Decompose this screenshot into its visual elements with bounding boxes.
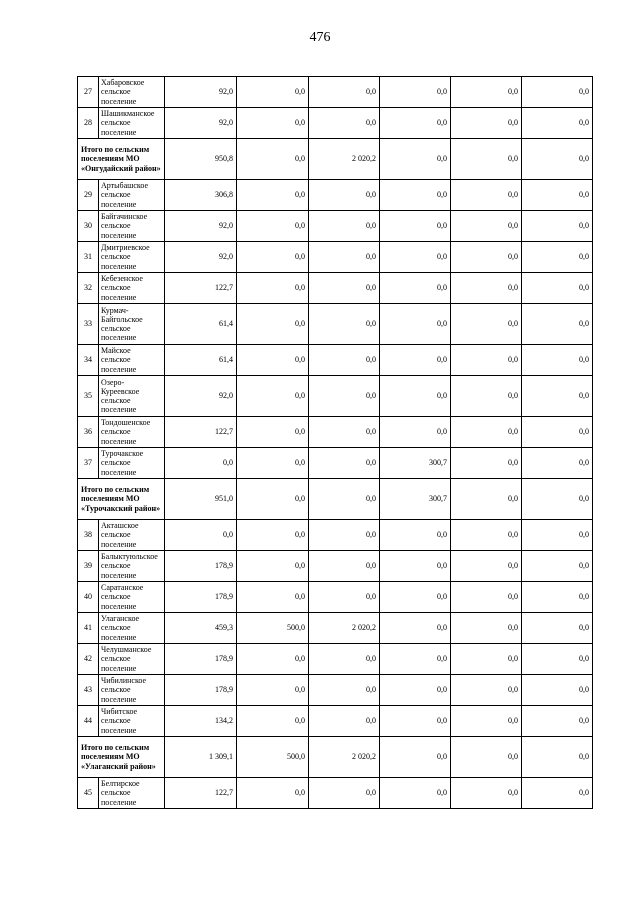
table-row	[78, 706, 593, 737]
value-cell: 0,0	[309, 273, 380, 304]
value-cell: 0,0	[380, 304, 451, 345]
value-cell: 0,0	[237, 139, 309, 180]
settlement-name: Улаганское сельское поселение	[99, 613, 165, 644]
value-cell: 2 020,2	[309, 613, 380, 644]
row-number: 42	[78, 644, 99, 675]
settlement-name: Белтирское сельское поселение	[99, 778, 165, 809]
value-cell: 500,0	[237, 737, 309, 778]
value-cell: 0,0	[451, 737, 522, 778]
value-cell: 0,0	[522, 211, 593, 242]
table-row	[78, 108, 593, 139]
row-number: 34	[78, 345, 99, 376]
value-cell: 92,0	[165, 242, 237, 273]
value-cell: 0,0	[380, 77, 451, 108]
row-number: 31	[78, 242, 99, 273]
value-cell: 0,0	[309, 345, 380, 376]
value-cell: 92,0	[165, 376, 237, 417]
value-cell: 0,0	[522, 180, 593, 211]
value-cell: 0,0	[451, 242, 522, 273]
row-number: 36	[78, 417, 99, 448]
subtotal-row	[78, 737, 593, 778]
settlement-name: Саратанское сельское поселение	[99, 582, 165, 613]
row-number: 38	[78, 520, 99, 551]
settlement-name: Байгачинское сельское поселение	[99, 211, 165, 242]
value-cell: 0,0	[451, 211, 522, 242]
value-cell: 500,0	[237, 613, 309, 644]
value-cell: 0,0	[309, 778, 380, 809]
row-number: 45	[78, 778, 99, 809]
value-cell: 0,0	[309, 520, 380, 551]
value-cell: 0,0	[522, 417, 593, 448]
value-cell: 0,0	[522, 479, 593, 520]
row-number: 32	[78, 273, 99, 304]
value-cell: 0,0	[309, 304, 380, 345]
value-cell: 178,9	[165, 582, 237, 613]
value-cell: 0,0	[237, 417, 309, 448]
value-cell: 0,0	[309, 675, 380, 706]
page-number: 476	[309, 30, 331, 45]
value-cell: 0,0	[522, 139, 593, 180]
subtotal-label: Итого по сельским поселениям МО «Улаганский район»	[78, 737, 165, 778]
value-cell: 0,0	[237, 706, 309, 737]
value-cell: 0,0	[522, 345, 593, 376]
value-cell: 0,0	[522, 304, 593, 345]
value-cell: 0,0	[380, 613, 451, 644]
value-cell: 2 020,2	[309, 737, 380, 778]
table-row	[78, 675, 593, 706]
value-cell: 0,0	[237, 644, 309, 675]
row-number: 37	[78, 448, 99, 479]
value-cell: 0,0	[451, 139, 522, 180]
settlement-name: Челушманское сельское поселение	[99, 644, 165, 675]
settlement-name: Чибилинское сельское поселение	[99, 675, 165, 706]
value-cell: 0,0	[309, 644, 380, 675]
value-cell: 0,0	[237, 108, 309, 139]
value-cell: 0,0	[522, 376, 593, 417]
value-cell: 0,0	[522, 551, 593, 582]
table-row	[78, 180, 593, 211]
value-cell: 0,0	[380, 108, 451, 139]
value-cell: 0,0	[309, 108, 380, 139]
settlement-name: Тондошенское сельское поселение	[99, 417, 165, 448]
table-row	[78, 376, 593, 417]
settlement-name: Хабаровское сельское поселение	[99, 77, 165, 108]
value-cell: 0,0	[522, 520, 593, 551]
table-row	[78, 211, 593, 242]
value-cell: 0,0	[237, 211, 309, 242]
row-number: 29	[78, 180, 99, 211]
value-cell: 0,0	[380, 551, 451, 582]
subtotal-row	[78, 139, 593, 180]
value-cell: 0,0	[451, 613, 522, 644]
table-row	[78, 778, 593, 809]
row-number: 44	[78, 706, 99, 737]
value-cell: 0,0	[237, 778, 309, 809]
value-cell: 92,0	[165, 211, 237, 242]
value-cell: 0,0	[237, 448, 309, 479]
value-cell: 0,0	[380, 273, 451, 304]
settlement-name: Артыбашское сельское поселение	[99, 180, 165, 211]
value-cell: 0,0	[451, 520, 522, 551]
value-cell: 0,0	[451, 304, 522, 345]
subtotal-row	[78, 479, 593, 520]
settlement-name: Балыктуюльское сельское поселение	[99, 551, 165, 582]
table-row	[78, 582, 593, 613]
value-cell: 0,0	[451, 180, 522, 211]
settlement-name: Акташское сельское поселение	[99, 520, 165, 551]
value-cell: 122,7	[165, 417, 237, 448]
settlement-name: Турочакское сельское поселение	[99, 448, 165, 479]
value-cell: 0,0	[309, 77, 380, 108]
value-cell: 122,7	[165, 778, 237, 809]
value-cell: 0,0	[451, 273, 522, 304]
value-cell: 0,0	[237, 273, 309, 304]
table-row	[78, 613, 593, 644]
row-number: 27	[78, 77, 99, 108]
value-cell: 0,0	[522, 77, 593, 108]
row-number: 43	[78, 675, 99, 706]
value-cell: 0,0	[522, 737, 593, 778]
row-number: 39	[78, 551, 99, 582]
value-cell: 0,0	[380, 706, 451, 737]
settlement-name: Кебезенское сельское поселение	[99, 273, 165, 304]
value-cell: 0,0	[522, 706, 593, 737]
value-cell: 0,0	[522, 242, 593, 273]
value-cell: 0,0	[309, 376, 380, 417]
value-cell: 0,0	[380, 376, 451, 417]
value-cell: 0,0	[451, 448, 522, 479]
value-cell: 134,2	[165, 706, 237, 737]
value-cell: 61,4	[165, 304, 237, 345]
table-row	[78, 644, 593, 675]
subtotal-label: Итого по сельским поселениям МО «Турочакский район»	[78, 479, 165, 520]
value-cell: 0,0	[237, 345, 309, 376]
value-cell: 0,0	[522, 273, 593, 304]
table-row	[78, 448, 593, 479]
table-row	[78, 417, 593, 448]
value-cell: 0,0	[237, 520, 309, 551]
value-cell: 2 020,2	[309, 139, 380, 180]
value-cell: 92,0	[165, 77, 237, 108]
value-cell: 0,0	[309, 211, 380, 242]
value-cell: 0,0	[309, 180, 380, 211]
value-cell: 306,8	[165, 180, 237, 211]
value-cell: 0,0	[380, 520, 451, 551]
value-cell: 0,0	[309, 479, 380, 520]
settlement-name: Чибитское сельское поселение	[99, 706, 165, 737]
table-row	[78, 551, 593, 582]
value-cell: 0,0	[237, 376, 309, 417]
value-cell: 0,0	[451, 479, 522, 520]
row-number: 40	[78, 582, 99, 613]
value-cell: 0,0	[380, 737, 451, 778]
value-cell: 61,4	[165, 345, 237, 376]
value-cell: 0,0	[237, 582, 309, 613]
row-number: 28	[78, 108, 99, 139]
table-row	[78, 242, 593, 273]
value-cell: 951,0	[165, 479, 237, 520]
value-cell: 0,0	[165, 448, 237, 479]
value-cell: 0,0	[309, 582, 380, 613]
table-row	[78, 77, 593, 108]
value-cell: 0,0	[380, 345, 451, 376]
value-cell: 0,0	[237, 304, 309, 345]
value-cell: 1 309,1	[165, 737, 237, 778]
value-cell: 0,0	[309, 417, 380, 448]
value-cell: 0,0	[522, 108, 593, 139]
subtotal-label: Итого по сельским поселениям МО «Онгудайский район»	[78, 139, 165, 180]
value-cell: 0,0	[451, 77, 522, 108]
value-cell: 0,0	[165, 520, 237, 551]
value-cell: 0,0	[522, 448, 593, 479]
settlement-name: Дмитриевское сельское поселение	[99, 242, 165, 273]
value-cell: 122,7	[165, 273, 237, 304]
value-cell: 0,0	[380, 778, 451, 809]
value-cell: 0,0	[380, 139, 451, 180]
budget-table	[77, 76, 593, 809]
value-cell: 0,0	[237, 479, 309, 520]
value-cell: 0,0	[237, 242, 309, 273]
value-cell: 0,0	[380, 675, 451, 706]
value-cell: 0,0	[309, 551, 380, 582]
value-cell: 0,0	[522, 613, 593, 644]
value-cell: 0,0	[451, 778, 522, 809]
value-cell: 0,0	[451, 582, 522, 613]
value-cell: 0,0	[309, 242, 380, 273]
table-body	[78, 77, 593, 809]
value-cell: 0,0	[380, 180, 451, 211]
value-cell: 0,0	[522, 644, 593, 675]
settlement-name: Майское сельское поселение	[99, 345, 165, 376]
value-cell: 950,8	[165, 139, 237, 180]
value-cell: 0,0	[451, 675, 522, 706]
row-number: 30	[78, 211, 99, 242]
settlement-name: Озеро-Куреевское сельское поселение	[99, 376, 165, 417]
value-cell: 0,0	[237, 180, 309, 211]
value-cell: 0,0	[237, 675, 309, 706]
value-cell: 0,0	[451, 644, 522, 675]
value-cell: 92,0	[165, 108, 237, 139]
table-row	[78, 304, 593, 345]
table-row	[78, 345, 593, 376]
value-cell: 0,0	[380, 417, 451, 448]
value-cell: 0,0	[451, 551, 522, 582]
value-cell: 0,0	[522, 675, 593, 706]
row-number: 35	[78, 376, 99, 417]
value-cell: 0,0	[380, 211, 451, 242]
settlement-name: Шашикманское сельское поселение	[99, 108, 165, 139]
value-cell: 0,0	[522, 778, 593, 809]
value-cell: 0,0	[451, 417, 522, 448]
value-cell: 459,3	[165, 613, 237, 644]
row-number: 41	[78, 613, 99, 644]
value-cell: 0,0	[451, 706, 522, 737]
value-cell: 0,0	[237, 551, 309, 582]
value-cell: 300,7	[380, 479, 451, 520]
value-cell: 0,0	[309, 448, 380, 479]
value-cell: 0,0	[380, 644, 451, 675]
value-cell: 0,0	[451, 345, 522, 376]
value-cell: 0,0	[380, 242, 451, 273]
value-cell: 0,0	[522, 582, 593, 613]
value-cell: 0,0	[380, 582, 451, 613]
settlement-name: Курмач-Байгольское сельское поселение	[99, 304, 165, 345]
value-cell: 178,9	[165, 551, 237, 582]
value-cell: 0,0	[237, 77, 309, 108]
value-cell: 178,9	[165, 675, 237, 706]
value-cell: 0,0	[309, 706, 380, 737]
value-cell: 300,7	[380, 448, 451, 479]
value-cell: 178,9	[165, 644, 237, 675]
table-row	[78, 273, 593, 304]
value-cell: 0,0	[451, 376, 522, 417]
value-cell: 0,0	[451, 108, 522, 139]
row-number: 33	[78, 304, 99, 345]
table-row	[78, 520, 593, 551]
